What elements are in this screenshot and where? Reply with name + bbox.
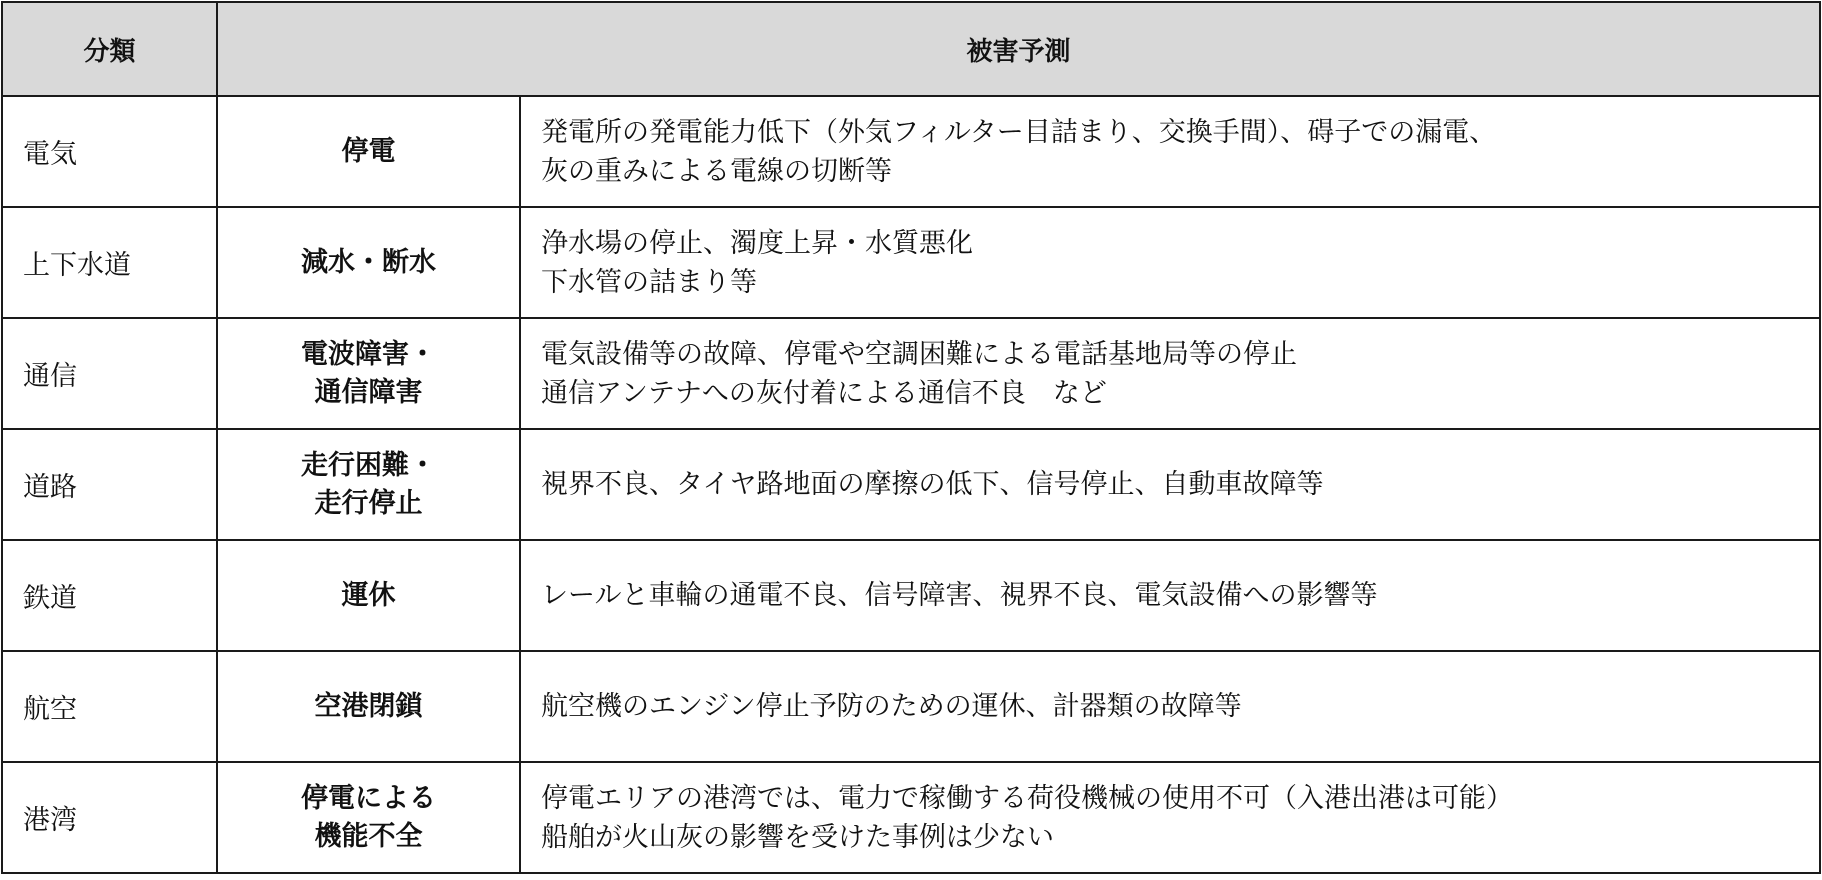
damage-type-cell <box>217 96 520 207</box>
damage-type-line: 機能不全 <box>314 820 423 852</box>
damage-type-cell <box>217 429 520 540</box>
description-line: 船舶が火山灰の影響を受けた事例は少ない <box>541 821 1054 853</box>
table-row <box>2 540 1820 651</box>
description-cell <box>520 207 1820 318</box>
category-cell: 鉄道 <box>2 540 217 651</box>
header-damage-prediction: 被害予測 <box>217 2 1820 96</box>
damage-type-cell <box>217 207 520 318</box>
damage-type-cell <box>217 540 520 651</box>
description-line: 電気設備等の故障、停電や空調困難による電話基地局等の停止 <box>541 338 1297 370</box>
category-cell: 道路 <box>2 429 217 540</box>
category-cell: 通信 <box>2 318 217 429</box>
damage-type-cell <box>217 318 520 429</box>
damage-type-line: 運休 <box>341 579 396 611</box>
damage-type-line: 停電 <box>341 135 396 167</box>
table-header-row <box>2 2 1820 96</box>
description-line: 停電エリアの港湾では、電力で稼働する荷役機械の使用不可（入港出港は可能） <box>541 782 1513 814</box>
category-cell: 航空 <box>2 651 217 762</box>
category-cell: 港湾 <box>2 762 217 873</box>
table-row <box>2 318 1820 429</box>
table-row <box>2 207 1820 318</box>
header-category: 分類 <box>2 2 217 96</box>
description-line: 下水管の詰まり等 <box>541 266 757 298</box>
description-line: レールと車輪の通電不良、信号障害、視界不良、電気設備への影響等 <box>541 580 1378 611</box>
damage-type-line: 空港閉鎖 <box>314 690 423 722</box>
description-cell <box>520 540 1820 651</box>
table-body <box>2 96 1820 873</box>
category-cell: 電気 <box>2 96 217 207</box>
damage-type-cell <box>217 762 520 873</box>
damage-type-line: 通信障害 <box>314 376 423 408</box>
description-cell <box>520 96 1820 207</box>
description-line: 通信アンテナへの灰付着による通信不良 など <box>541 377 1107 409</box>
damage-prediction-table <box>1 1 1821 874</box>
damage-type-cell <box>217 651 520 762</box>
table-row <box>2 762 1820 873</box>
damage-type-line: 走行困難・ <box>301 449 436 481</box>
table-row <box>2 429 1820 540</box>
description-line: 発電所の発電能力低下（外気フィルター目詰まり、交換手間）、碍子での漏電、 <box>541 116 1497 148</box>
table-row <box>2 96 1820 207</box>
damage-type-line: 電波障害・ <box>301 338 436 370</box>
description-cell <box>520 762 1820 873</box>
damage-type-line: 減水・断水 <box>301 246 436 278</box>
description-cell <box>520 429 1820 540</box>
description-line: 航空機のエンジン停止予防のための運休、計器類の故障等 <box>541 691 1242 722</box>
description-line: 浄水場の停止、濁度上昇・水質悪化 <box>541 227 973 259</box>
description-line: 視界不良、タイヤ路地面の摩擦の低下、信号停止、自動車故障等 <box>541 469 1324 500</box>
description-cell <box>520 318 1820 429</box>
description-line: 灰の重みによる電線の切断等 <box>541 155 892 187</box>
category-cell: 上下水道 <box>2 207 217 318</box>
damage-type-line: 走行停止 <box>314 487 423 519</box>
table-row <box>2 651 1820 762</box>
damage-type-line: 停電による <box>301 782 436 814</box>
description-cell <box>520 651 1820 762</box>
